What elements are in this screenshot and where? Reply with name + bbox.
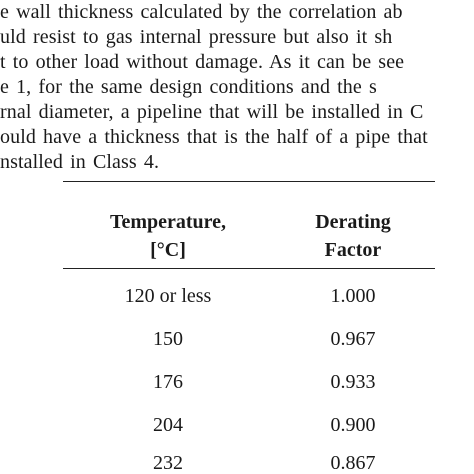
paragraph-line: e 1, for the same design conditions and the s [0, 76, 377, 98]
header-line: Factor [324, 239, 382, 261]
factor-cell: 1.000 [330, 285, 376, 307]
table-row [63, 322, 435, 356]
temperature-cell: 120 or less [124, 285, 212, 307]
temperature-cell: 176 [153, 371, 183, 393]
paragraph-line: e wall thickness calculated by the correlation ab [0, 1, 403, 23]
temperature-cell: 232 [153, 452, 183, 474]
table-row [63, 365, 435, 399]
factor-cell: 0.867 [330, 452, 376, 474]
paragraph-line: nstalled in Class 4. [0, 151, 160, 173]
paragraph-line: t to other load without damage. As it can be see [0, 51, 405, 73]
table-row [63, 408, 435, 442]
factor-column-header [273, 208, 433, 264]
paragraph-line: uld resist to gas internal pressure but also it sh [0, 26, 393, 48]
header-line: Temperature, [109, 211, 227, 233]
paragraph-line: ould have a thickness that is the half of a pipe that [0, 126, 428, 148]
table-top-rule [63, 181, 435, 182]
header-line: [°C] [150, 239, 186, 261]
factor-cell: 0.900 [330, 414, 376, 436]
table-row [63, 279, 435, 313]
temperature-cell: 150 [153, 328, 183, 350]
table-header-rule [63, 268, 435, 269]
table-row [63, 446, 435, 474]
paragraph-line: rnal diameter, a pipeline that will be installed in C [0, 101, 424, 123]
temperature-cell: 204 [153, 414, 183, 436]
temperature-column-header [63, 208, 273, 264]
header-line: Derating [315, 211, 391, 233]
factor-cell: 0.933 [330, 371, 376, 393]
factor-cell: 0.967 [330, 328, 376, 350]
